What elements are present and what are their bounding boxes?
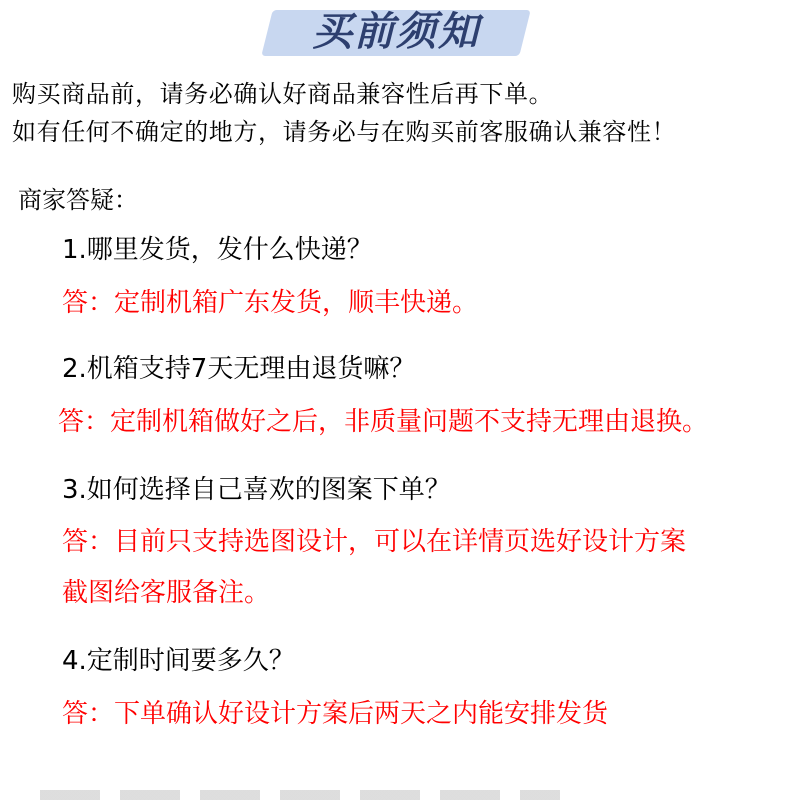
- faq-answer-3-line-2: 截图给客服备注。: [62, 578, 271, 608]
- cropped-footer-text: [40, 790, 560, 800]
- title-banner: [267, 4, 525, 60]
- notice-line-1: 购买商品前，请务必确认好商品兼容性后再下单。: [12, 80, 554, 108]
- faq-answer-2: 答：定制机箱做好之后，非质量问题不支持无理由退换。: [58, 407, 709, 437]
- faq-answer-1: 答：定制机箱广东发货，顺丰快递。: [62, 288, 479, 318]
- faq-question-1: 1.哪里发货，发什么快递？: [62, 235, 373, 265]
- notice-line-2: 如有任何不确定的地方，请务必与在购买前客服确认兼容性！: [12, 118, 677, 146]
- faq-heading: 商家答疑：: [18, 186, 138, 214]
- page-title: 买前须知: [312, 9, 480, 55]
- faq-question-3: 3.如何选择自己喜欢的图案下单？: [62, 475, 451, 505]
- faq-question-4: 4.定制时间要多久？: [62, 646, 295, 676]
- faq-answer-3-line-1: 答：目前只支持选图设计，可以在详情页选好设计方案: [62, 527, 687, 557]
- faq-question-2: 2.机箱支持7天无理由退货嘛？: [62, 354, 416, 384]
- faq-answer-4: 答：下单确认好设计方案后两天之内能安排发货: [62, 699, 609, 729]
